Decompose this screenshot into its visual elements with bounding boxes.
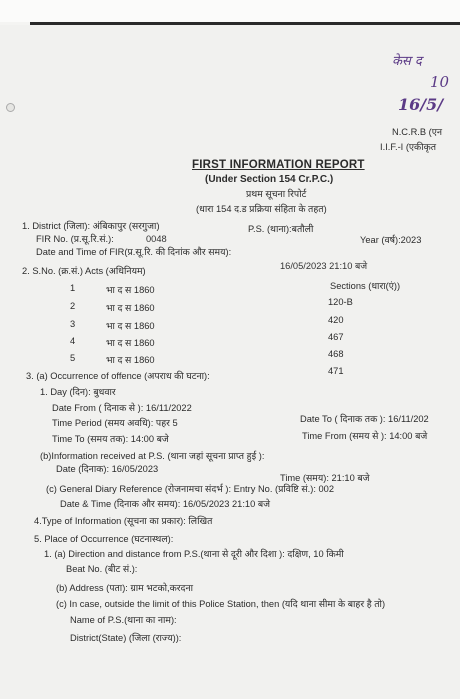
handwritten-note-line1: केस द: [392, 54, 422, 69]
act-row-act: भा द स 1860: [106, 338, 155, 348]
act-row-act: भा द स 1860: [106, 303, 155, 313]
act-row-section: 471: [328, 366, 344, 376]
act-row-sno: 3: [70, 319, 76, 329]
fir-datetime-label: Date and Time of FIR(प्र.सू.रि. की दिनांक और समय):: [36, 247, 232, 257]
info-received-header: (b)Information received at P.S. (थाना जहां सूचना प्राप्त हुई ):: [40, 451, 265, 461]
info-received-date: Date (दिनाक): 16/05/2023: [56, 464, 159, 474]
gd-datetime: Date & Time (दिनाक और समय): 16/05/2023 21:10 बजे: [60, 499, 271, 509]
occurrence-time-period: Time Period (समय अवधि): पहर 5: [52, 418, 178, 428]
occurrence-date-to: Date To ( दिनाक तक ): 16/11/202: [300, 414, 429, 424]
act-row-sno: 4: [70, 336, 76, 346]
act-row-sno: 2: [70, 301, 76, 311]
district-field: 1. District (जिला): अंबिकापुर (सरगुजा): [22, 221, 160, 231]
occurrence-header: 3. (a) Occurrence of offence (अपराध की घटना):: [26, 371, 210, 381]
document-title: FIRST INFORMATION REPORT: [192, 159, 365, 171]
act-row-act: भा द स 1860: [106, 321, 155, 331]
outside-limit: (c) In case, outside the limit of this Police Station, then (यदि थाना सीमा के बाहर है तो): [56, 599, 386, 609]
occurrence-day: 1. Day (दिन): बुधवार: [40, 387, 116, 397]
hindi-subtitle: (धारा 154 द.ड प्रक्रिया संहिता के तहत): [196, 204, 327, 214]
act-row-act: भा द स 1860: [106, 285, 155, 295]
sections-header: Sections (धारा(एं)): [330, 281, 401, 291]
info-type: 4.Type of Information (सूचना का प्रकार): लिखित: [34, 516, 213, 526]
place-direction: 1. (a) Direction and distance from P.S.(थाना से दूरी और दिशा ): दक्षिण, 10 किमी: [44, 549, 344, 559]
gd-reference: (c) General Diary Reference (रोजनामचा संदर्भ ): Entry No. (प्रविष्टि सं.): 002: [46, 484, 335, 494]
act-row-section: 468: [328, 349, 344, 359]
fir-no-label: FIR No. (प्र.सू.रि.सं.):: [36, 234, 114, 244]
ps-field: P.S. (थाना):बतौली: [248, 224, 314, 234]
document-subtitle: (Under Section 154 Cr.P.C.): [205, 174, 334, 185]
year-field: Year (वर्ष):2023: [360, 235, 422, 245]
place-address: (b) Address (पता): ग्राम भटको,करदना: [56, 583, 194, 593]
district-state: District(State) (जिला (राज्य)):: [70, 633, 182, 643]
act-row-section: 420: [328, 315, 344, 325]
acts-header: 2. S.No. (क्र.सं.) Acts (अधिनियम): [22, 266, 146, 276]
act-row-sno: 5: [70, 353, 76, 363]
act-row-sno: 1: [70, 283, 76, 293]
fir-document: [0, 25, 460, 699]
iif-label: I.I.F.-I (एकीकृत: [380, 142, 437, 152]
hindi-title: प्रथम सूचना रिपोर्ट: [246, 189, 307, 199]
beat-no: Beat No. (बीट सं.):: [66, 564, 138, 574]
occurrence-time-to: Time To (समय तक): 14:00 बजे: [52, 434, 169, 444]
act-row-section: 467: [328, 332, 344, 342]
occurrence-time-from: Time From (समय से ): 14:00 बजे: [302, 431, 428, 441]
fir-no-value: 0048: [146, 234, 167, 244]
occurrence-date-from: Date From ( दिनाक से ): 16/11/2022: [52, 403, 192, 413]
place-header: 5. Place of Occurrence (घटनास्थल):: [34, 534, 174, 544]
handwritten-note-line3: 16/5/: [398, 95, 444, 114]
act-row-section: 120-B: [328, 297, 353, 307]
handwritten-note-line2: 10: [430, 73, 450, 91]
top-margin: [0, 0, 460, 22]
info-received-time: Time (समय): 21:10 बजे: [280, 473, 370, 483]
act-row-act: भा द स 1860: [106, 355, 155, 365]
punch-hole: [6, 103, 15, 112]
ncrb-label: N.C.R.B (एन: [392, 127, 443, 137]
fir-datetime-value: 16/05/2023 21:10 बजे: [280, 261, 368, 271]
ps-name: Name of P.S.(थाना का नाम):: [70, 615, 177, 625]
